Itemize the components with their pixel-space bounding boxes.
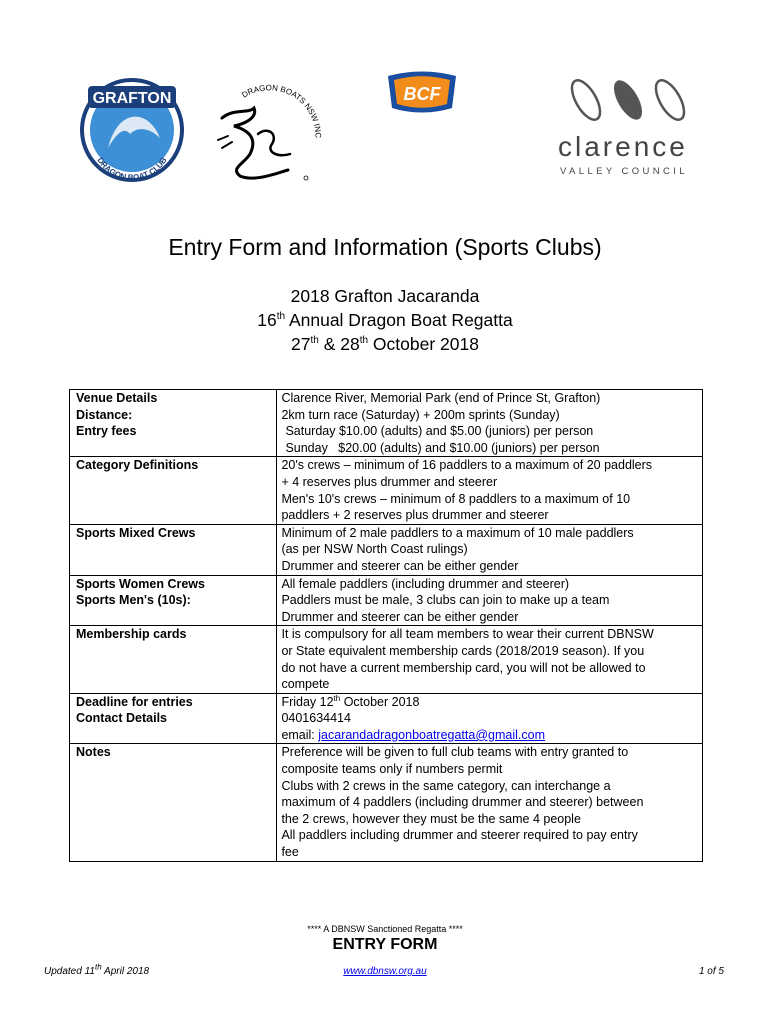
row-text: or State equivalent membership cards (2018/2019 season). If you <box>281 643 645 658</box>
sanction-note: **** A DBNSW Sanctioned Regatta **** <box>307 924 463 934</box>
venue-text: Clarence River, Memorial Park (end of Prince St, Grafton) <box>281 391 601 405</box>
date-day-two-suffix: th <box>359 335 369 347</box>
row-label: Membership cards <box>70 626 277 693</box>
deadline-contact-value <box>277 693 703 744</box>
row-label: Distance: <box>76 407 133 422</box>
contact-email-link[interactable]: jacarandadragonboatregatta@gmail.com <box>318 727 545 742</box>
row-text: Drummer and steerer can be either gender <box>281 609 519 624</box>
svg-text:DRAGON BOATS NSW INC <box>240 83 322 138</box>
row-label: Notes <box>70 744 277 861</box>
bcf-logo-text: BCF <box>403 84 441 104</box>
annual-suffix: th <box>276 311 286 323</box>
row-text: do not have a current membership card, you will not be allowed to <box>281 660 646 675</box>
annual-text: Annual Dragon Boat Regatta <box>285 310 513 330</box>
row-label: Venue Details <box>76 391 158 405</box>
grafton-logo-subtitle: DRAGON BOAT CLUB <box>95 155 169 183</box>
row-text: compete <box>281 677 330 692</box>
fees-saturday: Saturday $10.00 (adults) and $5.00 (juniors) per person <box>285 424 594 439</box>
row-text: Drummer and steerer can be either gender <box>281 558 519 573</box>
row-text: Preference will be given to full club teams with entry granted to <box>281 745 629 760</box>
venue-value <box>277 390 703 457</box>
row-label: Sports Women Crews <box>76 576 205 591</box>
venue-label <box>70 390 277 457</box>
notes-value <box>277 744 703 861</box>
contact-phone: 0401634414 <box>281 711 351 726</box>
row-text: Paddlers must be male, 3 clubs can join to make up a team <box>281 593 610 608</box>
footer-url <box>0 966 770 977</box>
row-text: the 2 crews, however they must be the same 4 people <box>281 811 581 826</box>
row-text: 20's crews – minimum of 16 paddlers to a maximum of 20 paddlers <box>281 458 653 473</box>
email-label: email: <box>281 727 319 742</box>
info-table <box>69 389 703 862</box>
entry-form-heading: ENTRY FORM <box>332 936 438 953</box>
women-men-value <box>277 575 703 626</box>
table-row <box>70 524 703 575</box>
grafton-dragon-boat-club-logo <box>78 68 186 186</box>
row-text: composite teams only if numbers permit <box>281 762 503 777</box>
row-label: Deadline for entries <box>76 694 193 709</box>
table-row <box>70 575 703 626</box>
clarence-logo-sub: VALLEY COUNCIL <box>560 166 689 177</box>
distance-text: 2km turn race (Saturday) + 200m sprints (Sunday) <box>281 407 560 422</box>
contact-email-line <box>281 727 698 744</box>
row-text: All paddlers including drummer and steerer required to pay entry <box>281 828 638 843</box>
bcf-logo <box>382 70 462 114</box>
category-value <box>277 457 703 524</box>
row-label: Sports Mixed Crews <box>70 524 277 575</box>
clarence-logo-name: clarence <box>558 131 688 162</box>
row-text: It is compulsory for all team members to wear their current DBNSW <box>281 627 654 642</box>
date-month-year: October 2018 <box>368 334 479 354</box>
deadline-text <box>281 694 698 711</box>
dragon-boats-nsw-logo <box>214 78 326 186</box>
deadline-contact-labels <box>70 693 277 744</box>
table-row <box>70 390 703 457</box>
logo-bar <box>0 62 770 187</box>
clarence-valley-council-logo <box>556 78 712 178</box>
event-annual <box>0 308 770 332</box>
deadline-suffix: th <box>333 693 341 703</box>
table-row <box>70 744 703 861</box>
row-label: Contact Details <box>76 711 167 726</box>
mixed-value <box>277 524 703 575</box>
row-label: Entry fees <box>76 424 137 439</box>
membership-value <box>277 626 703 693</box>
row-text: fee <box>281 845 299 860</box>
women-men-labels <box>70 575 277 626</box>
fees-sunday: Sunday $20.00 (adults) and $10.00 (juniors) per person <box>285 440 600 455</box>
updated-suffix: th <box>94 962 102 972</box>
updated-month: April 2018 <box>101 966 150 977</box>
date-day-two: & 28 <box>318 334 360 354</box>
date-day-one-suffix: th <box>310 335 319 347</box>
row-text: + 4 reserves plus drummer and steerer <box>281 474 498 489</box>
event-dates <box>0 332 770 356</box>
updated-day: Updated 11 <box>44 966 95 977</box>
table-row <box>70 693 703 744</box>
page-title: Entry Form and Information (Sports Clubs) <box>168 234 602 260</box>
annual-number: 16 <box>257 310 277 330</box>
date-day-one: 27 <box>291 334 311 354</box>
dbnsw-logo-text: DRAGON BOATS NSW INC <box>240 83 323 139</box>
table-row <box>70 626 703 693</box>
row-text: Men's 10's crews – minimum of 8 paddlers to a maximum of 10 <box>281 491 631 506</box>
page-number: 1 of 5 <box>698 966 724 977</box>
row-text: Clubs with 2 crews in the same category, can interchange a <box>281 778 611 793</box>
row-text: maximum of 4 paddlers (including drummer and steerer) between <box>281 795 644 810</box>
row-text: paddlers + 2 reserves plus drummer and steerer <box>281 508 549 523</box>
row-text: (as per NSW North Coast rulings) <box>281 542 468 557</box>
dbnsw-website-link[interactable]: www.dbnsw.org.au <box>343 966 427 977</box>
row-text: All female paddlers (including drummer and steerer) <box>281 576 570 591</box>
row-label: Category Definitions <box>70 457 277 524</box>
event-subtitle <box>0 284 770 356</box>
grafton-logo-title: GRAFTON <box>92 90 172 107</box>
deadline-day: Friday 12 <box>281 694 334 709</box>
row-label: Sports Men's (10s): <box>76 593 191 608</box>
row-text: Minimum of 2 male paddlers to a maximum of 10 male paddlers <box>281 525 634 540</box>
deadline-month: October 2018 <box>340 694 420 709</box>
event-name: 2018 Grafton Jacaranda <box>290 286 480 306</box>
table-row <box>70 457 703 524</box>
